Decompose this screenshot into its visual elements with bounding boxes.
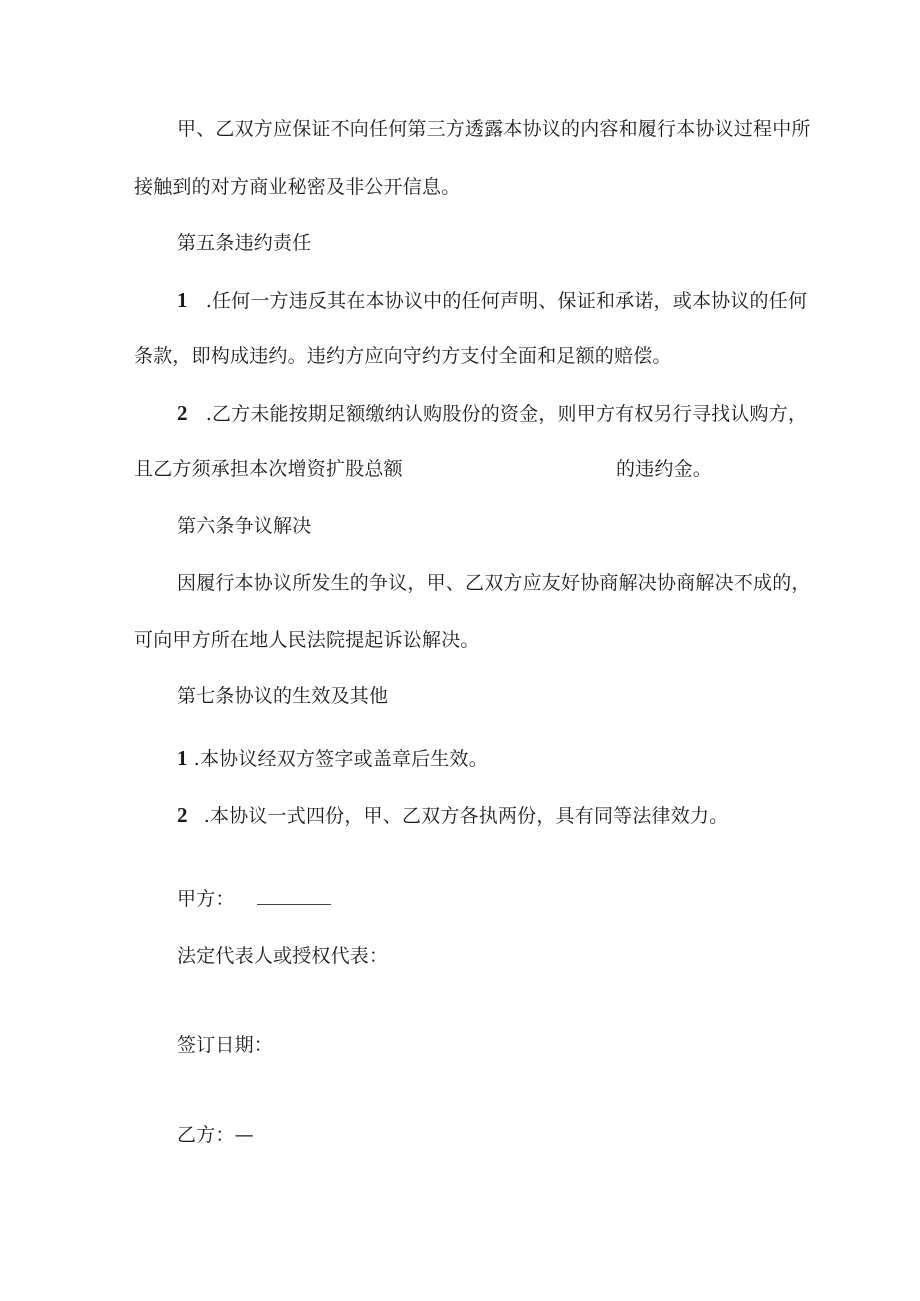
article5-item2-text: .乙方未能按期足额缴纳认购股份的资金，则甲方有权另行寻找认购方， [205, 403, 808, 425]
article7-item1-text: .本协议经双方签字或盖章后生效。 [193, 748, 488, 770]
article7-item2 [177, 802, 728, 829]
article5-item1-number: 1 [177, 288, 188, 312]
article5-item2-line1 [177, 400, 807, 427]
party-b-label: 乙方：— [177, 1124, 254, 1146]
article7-item2-text: .本协议一式四份，甲、乙双方各执两份，具有同等法律效力。 [203, 805, 729, 827]
article5-item1-line1 [177, 287, 807, 314]
article7-item1-number: 1 [177, 746, 188, 770]
party-a-row [177, 886, 331, 912]
article7-item2-number: 2 [177, 803, 188, 827]
article4-line1: 甲、乙双方应保证不向任何第三方透露本协议的内容和履行本协议过程中所 [177, 118, 811, 140]
article4-line2: 接触到的对方商业秘密及非公开信息。 [134, 176, 461, 198]
party-a-signature-blank [257, 890, 331, 905]
article5-item1-line2: 条款，即构成违约。违约方应向守约方支付全面和足额的赔偿。 [134, 345, 672, 367]
article6-heading: 第六条争议解决 [177, 515, 312, 537]
article5-item1-text: .任何一方违反其在本协议中的任何声明、保证和承诺，或本协议的任何 [205, 290, 808, 312]
article7-heading: 第七条协议的生效及其他 [177, 685, 389, 707]
article5-heading: 第五条违约责任 [177, 232, 312, 254]
article5-item2-number: 2 [177, 401, 188, 425]
article6-line2: 可向甲方所在地人民法院提起诉讼解决。 [134, 629, 480, 651]
article5-item2-line2-before: 且乙方须承担本次增资扩股总额 [134, 458, 403, 480]
article5-item2-line2-after: 的违约金。 [616, 458, 713, 480]
article6-line1: 因履行本协议所发生的争议，甲、乙双方应友好协商解决协商解决不成的， [177, 572, 811, 594]
representative-label: 法定代表人或授权代表： [177, 945, 389, 967]
signing-date-label: 签订日期： [177, 1034, 274, 1056]
party-a-label: 甲方： [177, 888, 235, 910]
article7-item1 [177, 745, 488, 772]
